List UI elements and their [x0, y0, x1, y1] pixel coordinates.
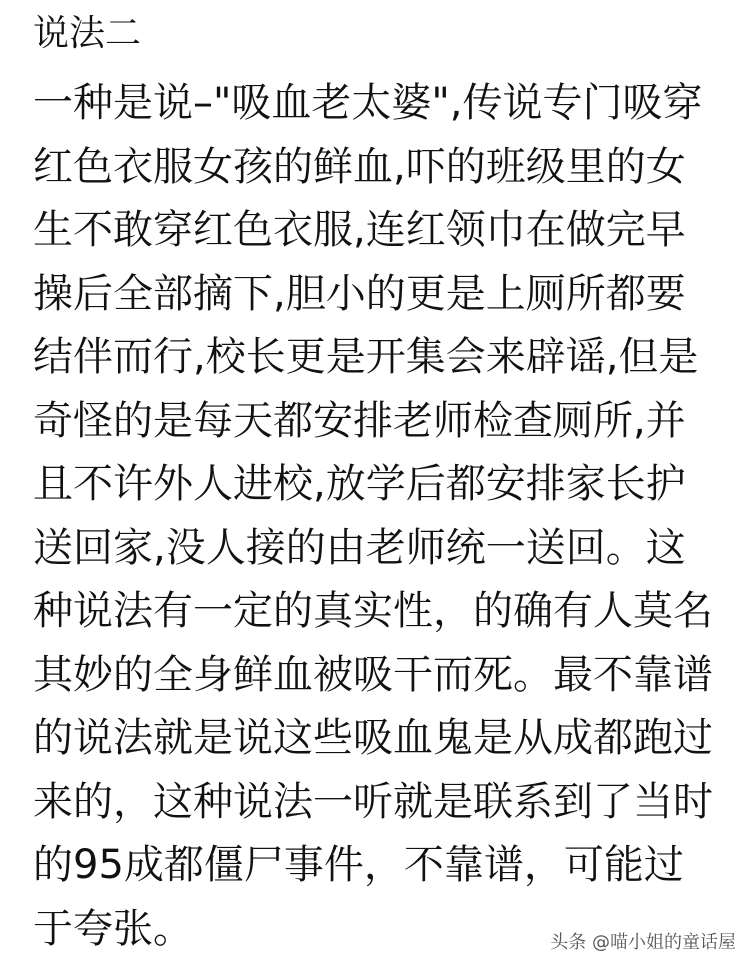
- text-line-9: 种说法有一定的真实性，的确有人莫名: [33, 588, 713, 634]
- text-line-6: 奇怪的是每天都安排老师检查厕所,并: [33, 397, 686, 444]
- text-line-10: 其妙的全身鲜血被吸干而死。最不靠谱: [33, 651, 713, 698]
- source-watermark: 头条 @喵小姐的童话屋: [550, 932, 736, 953]
- text-line-12: 来的，这种说法一听就是联系到了当时: [33, 778, 713, 825]
- text-line-14: 于夸张。: [33, 905, 193, 952]
- section-title: 说法二: [33, 13, 142, 54]
- text-line-7: 且不许外人进校,放学后都安排家长护: [33, 461, 686, 507]
- text-line-5: 结伴而行,校长更是开集会来辟谣,但是: [33, 334, 699, 380]
- text-line-11: 的说法就是说这些吸血鬼是从成都跑过: [33, 715, 713, 761]
- text-line-1: 一种是说–"吸血老太婆",传说专门吸穿: [33, 80, 703, 126]
- text-line-2: 红色衣服女孩的鲜血,吓的班级里的女: [33, 143, 686, 190]
- article-body: [33, 72, 723, 961]
- text-line-13: 的95成都僵尸事件，不靠谱，可能过: [33, 842, 684, 888]
- text-line-3: 生不敢穿红色衣服,连红领巾在做完早: [33, 207, 686, 253]
- text-line-8: 送回家,没人接的由老师统一送回。这: [33, 524, 686, 571]
- text-line-4: 操后全部摘下,胆小的更是上厕所都要: [33, 270, 686, 317]
